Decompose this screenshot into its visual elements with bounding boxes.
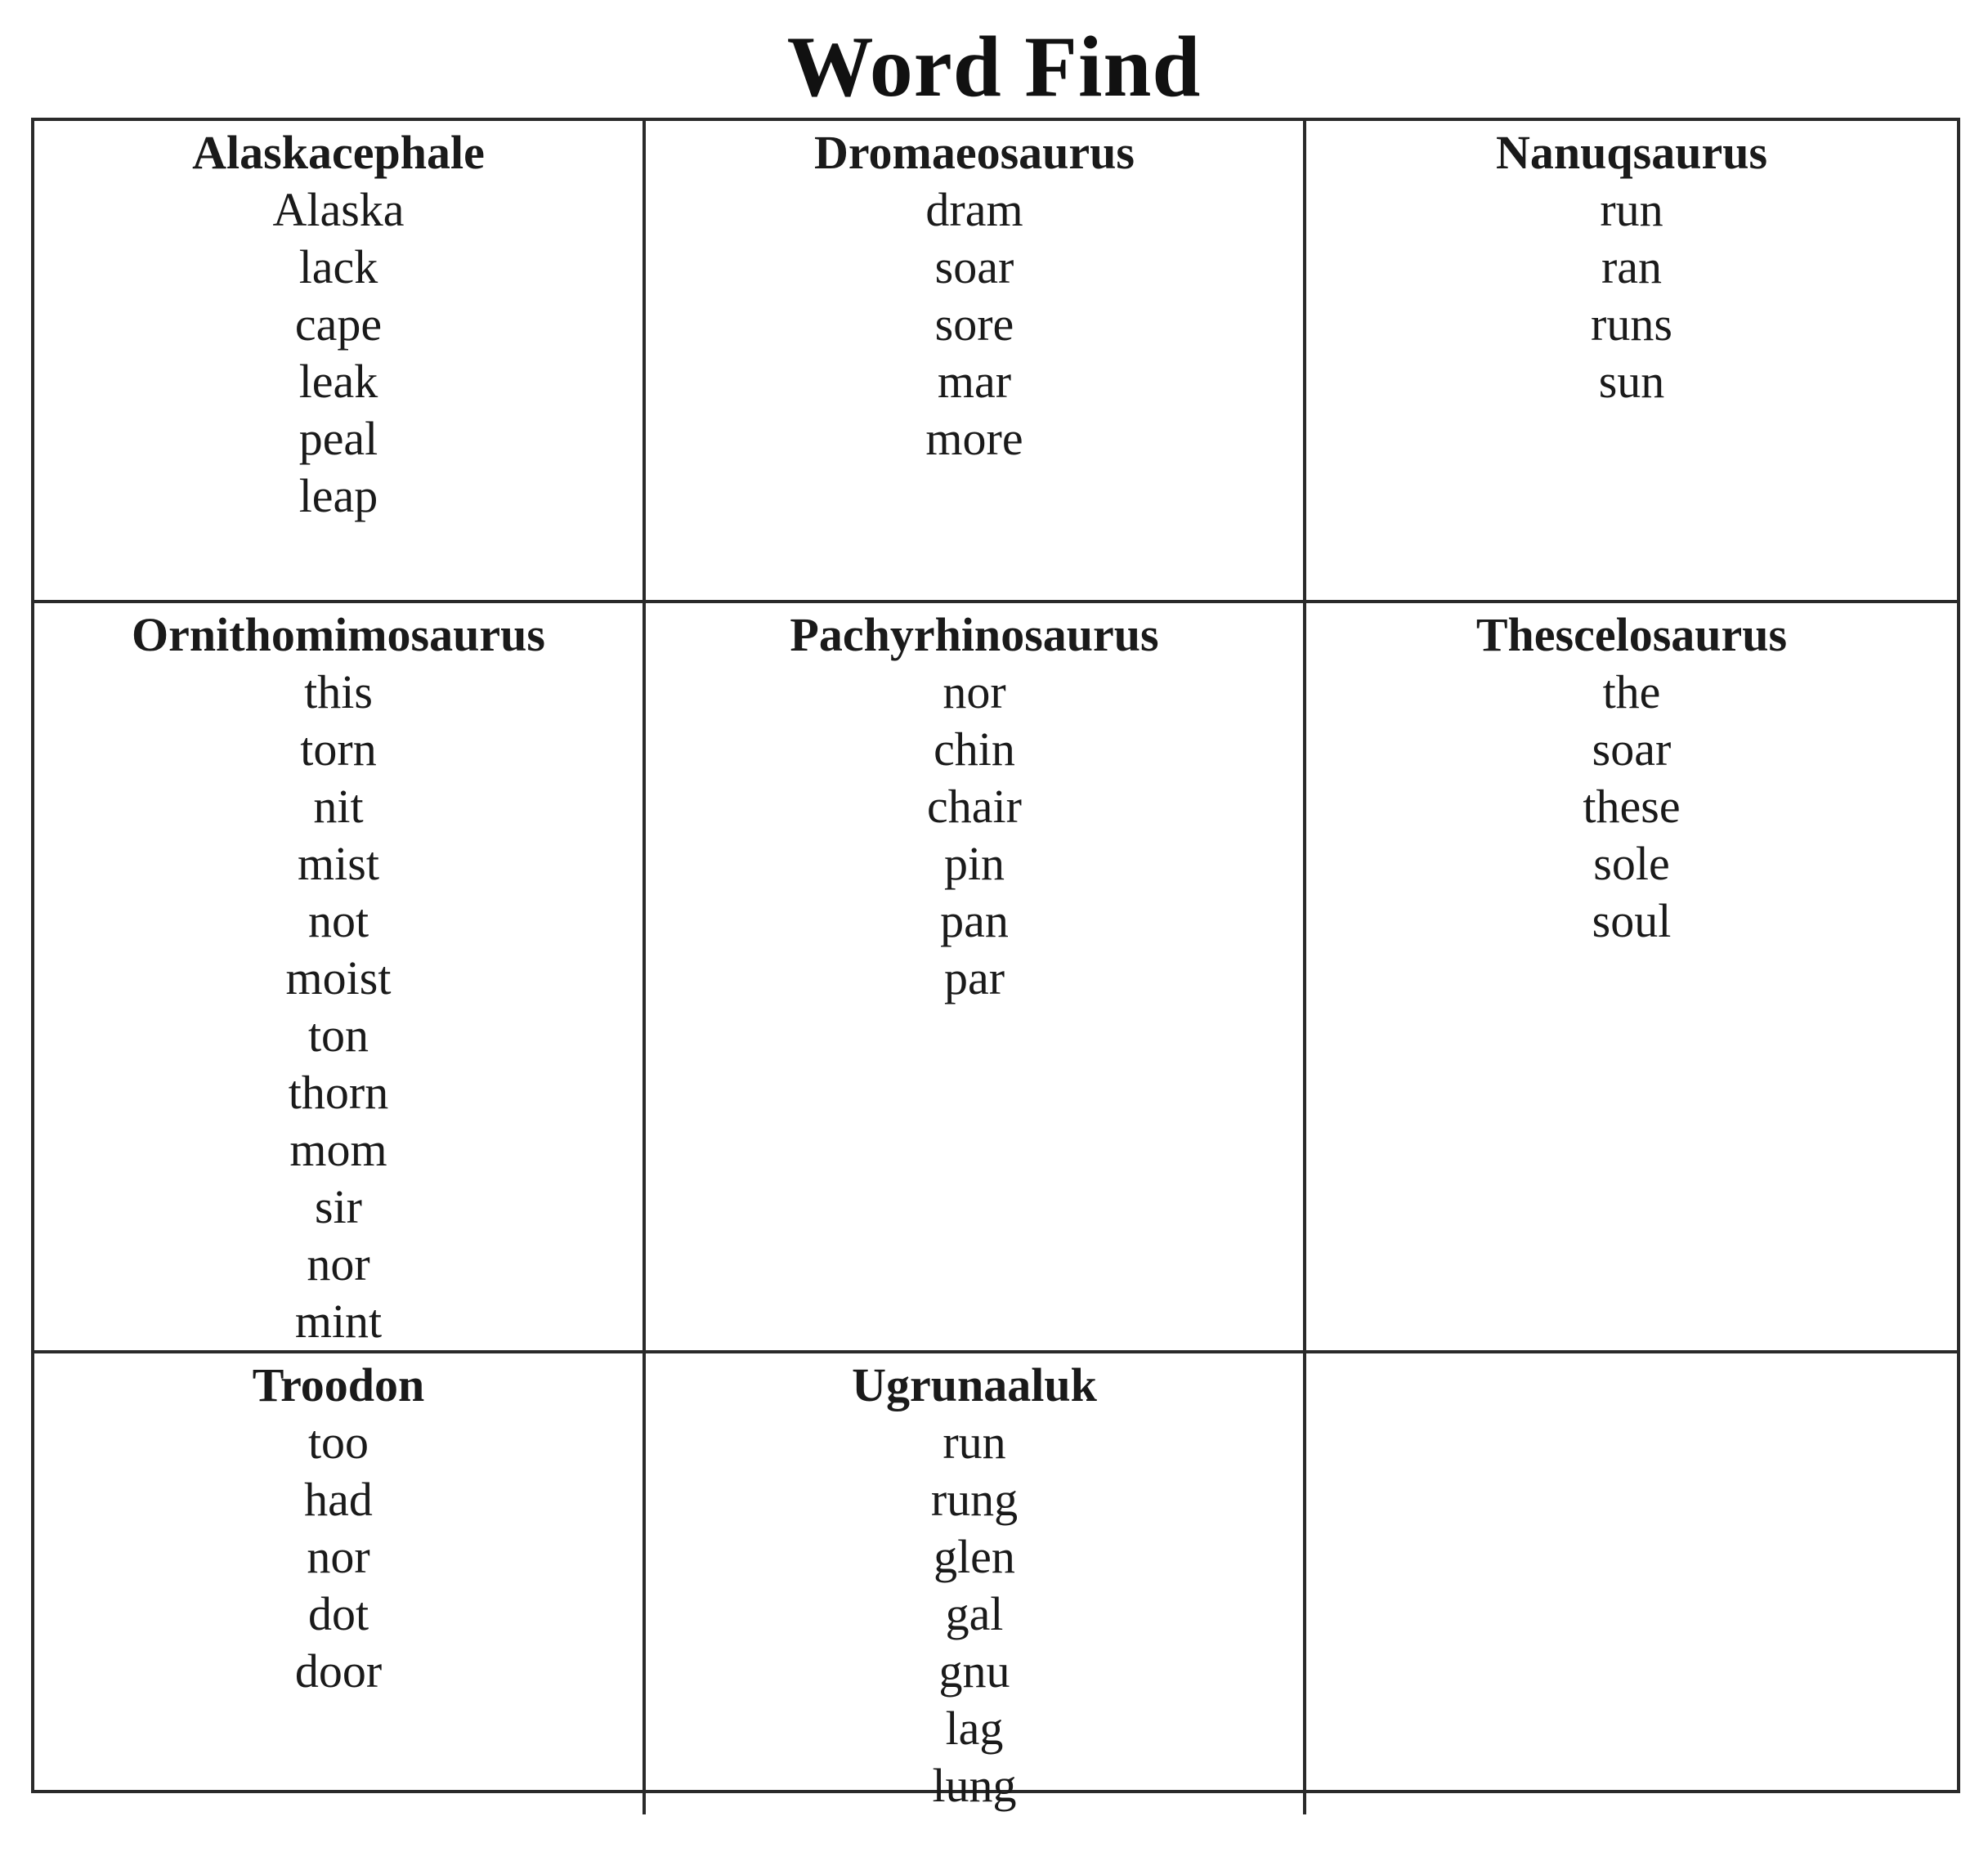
word-cell: [1306, 121, 1957, 603]
word-find-table: [31, 118, 1960, 1812]
word-item: cape: [294, 298, 383, 351]
word-item: lag: [945, 1702, 1004, 1755]
word-item: gnu: [938, 1644, 1010, 1698]
word-item: mist: [298, 837, 379, 890]
word-item: dram: [925, 183, 1023, 236]
word-item: sun: [1598, 355, 1665, 408]
word-item: too: [307, 1416, 369, 1469]
word-item: runs: [1591, 298, 1672, 351]
dinosaur-name: Ornithomimosaurus: [132, 608, 545, 661]
word-cell: [1306, 603, 1957, 1353]
word-item: soar: [934, 240, 1014, 293]
word-item: moist: [285, 951, 392, 1004]
word-item: soul: [1592, 894, 1672, 947]
word-item: chair: [927, 780, 1022, 833]
word-item: soar: [1592, 722, 1672, 776]
word-item: Alaska: [272, 183, 405, 236]
word-item: run: [1600, 183, 1663, 236]
word-item: par: [943, 951, 1005, 1004]
dinosaur-name: Nanuqsaurus: [1495, 126, 1768, 179]
word-item: ton: [307, 1009, 369, 1062]
word-item: lung: [932, 1759, 1017, 1812]
word-item: leak: [298, 355, 378, 408]
word-cell: [646, 1353, 1306, 1814]
word-item: chin: [934, 722, 1015, 776]
page-title: Word Find: [786, 19, 1202, 114]
word-item: nit: [313, 780, 364, 833]
word-item: these: [1583, 780, 1681, 833]
dinosaur-name: Thescelosaurus: [1475, 608, 1788, 661]
word-item: ran: [1601, 240, 1663, 293]
word-item: gal: [945, 1587, 1004, 1640]
word-item: sole: [1593, 837, 1670, 890]
word-cell: [34, 121, 646, 603]
word-item: run: [943, 1416, 1006, 1469]
word-cell: [646, 121, 1306, 603]
word-item: sore: [934, 298, 1014, 351]
word-item: glen: [934, 1530, 1015, 1583]
word-item: mom: [289, 1123, 387, 1176]
word-item: the: [1602, 665, 1661, 718]
word-item: pin: [943, 837, 1005, 890]
word-cell: [34, 603, 646, 1353]
word-item: nor: [307, 1237, 370, 1291]
word-item: more: [925, 412, 1023, 465]
word-item: dot: [307, 1587, 369, 1640]
word-item: thorn: [288, 1066, 389, 1119]
dinosaur-name: Pachyrhinosaurus: [790, 608, 1159, 661]
word-item: door: [294, 1644, 383, 1698]
word-cell: [34, 1353, 646, 1814]
word-item: torn: [300, 722, 377, 776]
word-item: not: [307, 894, 369, 947]
word-item: rung: [930, 1473, 1019, 1526]
word-item: nor: [307, 1530, 370, 1583]
word-item: lack: [298, 240, 378, 293]
word-item: leap: [298, 469, 378, 522]
word-item: nor: [943, 665, 1006, 718]
word-item: sir: [315, 1180, 362, 1233]
word-item: mint: [294, 1295, 383, 1348]
word-cell: [646, 603, 1306, 1353]
dinosaur-name: Ugrunaaluk: [852, 1358, 1097, 1411]
word-item: peal: [298, 412, 378, 465]
word-item: had: [304, 1473, 373, 1526]
dinosaur-name: Alaskacephale: [192, 126, 485, 179]
word-item: mar: [937, 355, 1012, 408]
word-item: this: [304, 665, 373, 718]
word-item: pan: [940, 894, 1009, 947]
dinosaur-name: Troodon: [252, 1358, 425, 1411]
word-cell: [1306, 1353, 1957, 1814]
dinosaur-name: Dromaeosaurus: [813, 126, 1135, 179]
